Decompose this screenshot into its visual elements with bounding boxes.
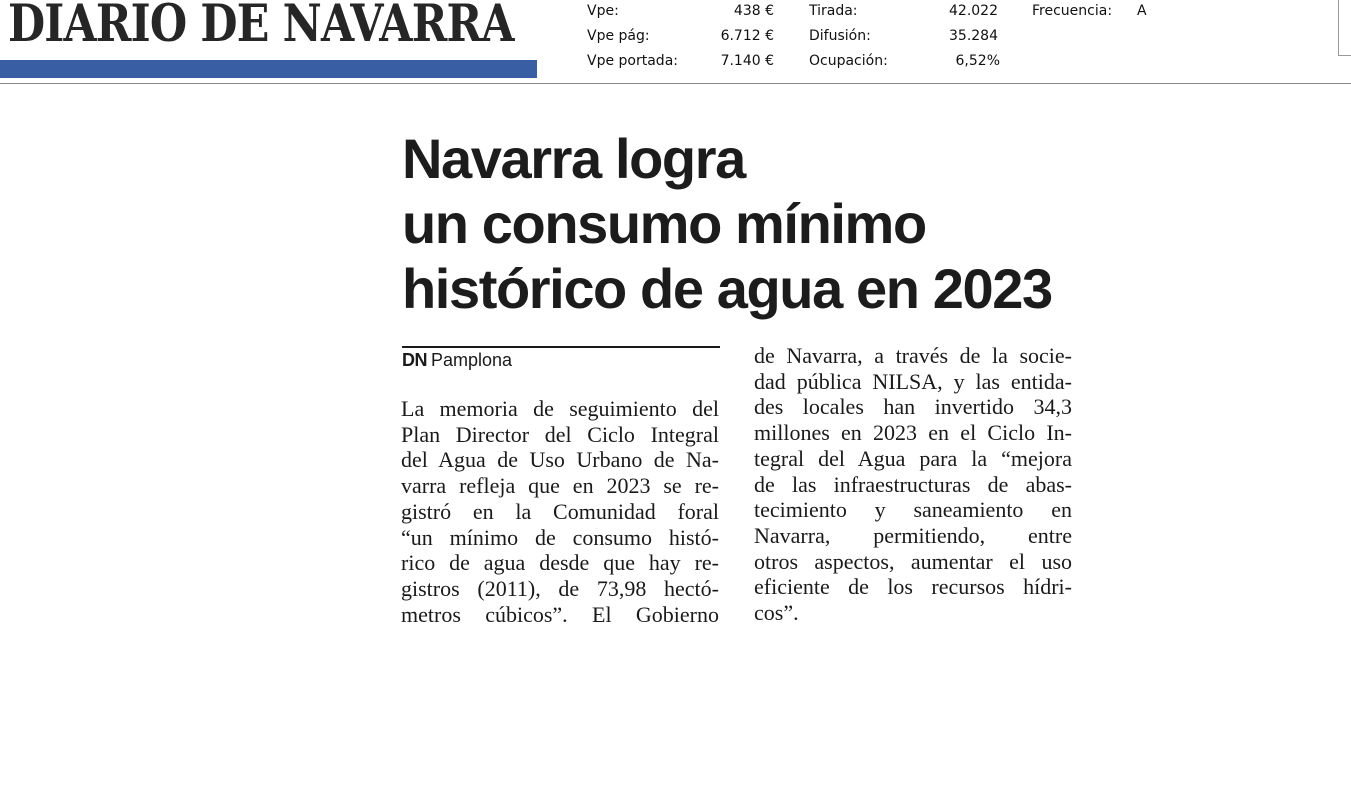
byline-rule <box>402 346 720 348</box>
headline-line: Navarra logra <box>402 127 745 190</box>
ocupacion-value: 6,52% <box>955 53 1000 69</box>
article-body-column-right <box>754 343 1072 626</box>
byline-agency: DN <box>402 350 427 370</box>
difusion-label: Difusión: <box>809 28 871 44</box>
body-line: tecimiento y saneamiento en <box>754 497 1072 523</box>
headline-line: un consumo mínimo <box>402 192 926 255</box>
body-line: varra refleja que en 2023 se re- <box>401 473 719 499</box>
frecuencia-value: A <box>1137 3 1147 19</box>
body-line: metros cúbicos”. El Gobierno <box>401 601 719 627</box>
vpe-pag-value: 6.712 € <box>720 28 774 44</box>
article-body-column-left <box>401 396 719 627</box>
page-frame-edge <box>1338 0 1339 56</box>
body-line: gistró en la Comunidad foral <box>401 498 719 524</box>
body-line: rico de agua desde que hay re- <box>401 550 719 576</box>
tirada-value: 42.022 <box>949 3 998 19</box>
body-line: millones en 2023 en el Ciclo In- <box>754 420 1072 446</box>
header-divider <box>0 83 1351 84</box>
headline-line: histórico de agua en 2023 <box>402 257 1052 320</box>
body-line: otros aspectos, aumentar el uso <box>754 548 1072 574</box>
body-line: “un mínimo de consumo histó- <box>401 524 719 550</box>
difusion-value: 35.284 <box>949 28 998 44</box>
body-line: Navarra, permitiendo, entre <box>754 522 1072 548</box>
masthead-brand-bar <box>0 60 537 78</box>
byline <box>402 350 512 371</box>
page-frame-edge-bottom <box>1338 55 1351 56</box>
body-line: del Agua de Uso Urbano de Na- <box>401 447 719 473</box>
tirada-label: Tirada: <box>809 3 858 19</box>
vpe-portada-value: 7.140 € <box>720 53 774 69</box>
body-line: tegral del Agua para la “mejora <box>754 445 1072 471</box>
body-line: La memoria de seguimiento del <box>401 396 719 421</box>
vpe-label: Vpe: <box>587 3 619 19</box>
body-line: de Navarra, a través de la socie- <box>754 343 1072 368</box>
body-line: gistros (2011), de 73,98 hectó- <box>401 575 719 601</box>
body-line: cos”. <box>754 600 799 626</box>
body-line: eficiente de los recursos hídri- <box>754 574 1072 600</box>
byline-location: Pamplona <box>431 350 513 370</box>
vpe-portada-label: Vpe portada: <box>587 53 678 69</box>
body-line: dad pública NILSA, y las entida- <box>754 368 1072 394</box>
frecuencia-label: Frecuencia: <box>1032 3 1113 19</box>
body-line: Plan Director del Ciclo Integral <box>401 421 719 447</box>
ocupacion-label: Ocupación: <box>809 53 888 69</box>
vpe-value: 438 € <box>733 3 774 19</box>
body-line: de las infraestructuras de abas- <box>754 471 1072 497</box>
body-line: des locales han invertido 34,3 <box>754 394 1072 420</box>
masthead-logo: DIARIO DE NAVARRA <box>8 0 514 54</box>
vpe-pag-label: Vpe pág: <box>587 28 650 44</box>
article-headline <box>402 126 1052 321</box>
